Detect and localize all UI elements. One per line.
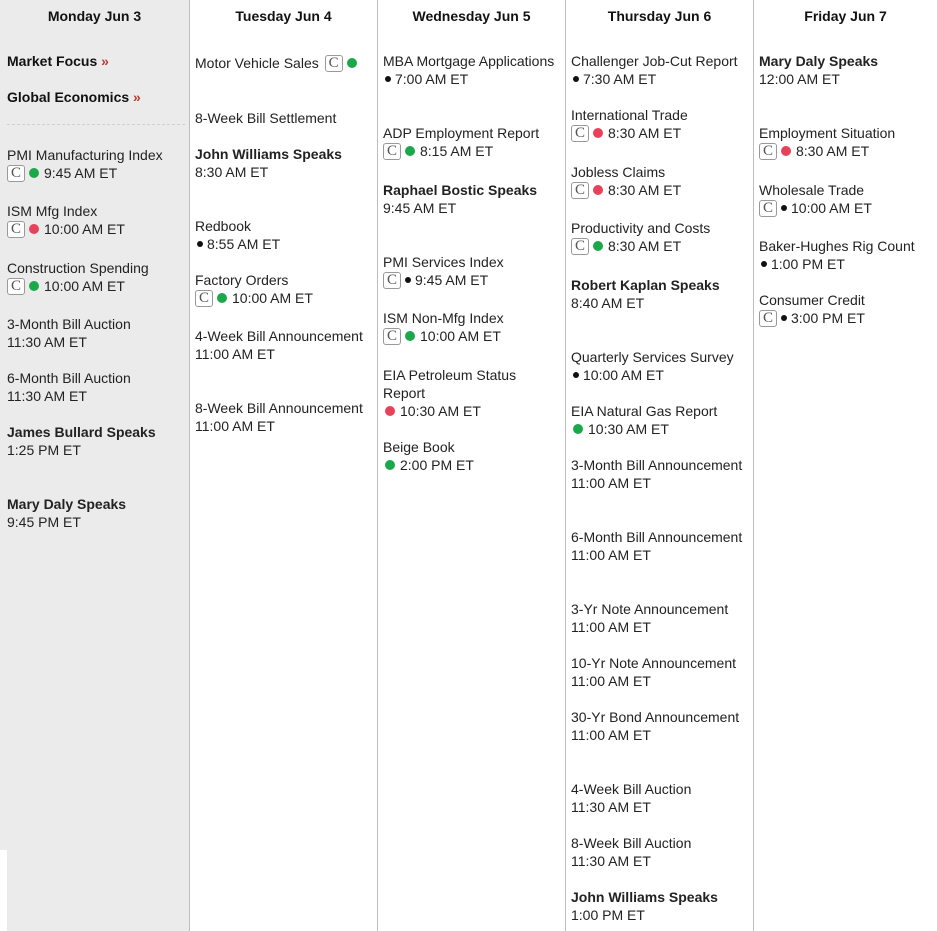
event-time: 2:00 PM ET xyxy=(400,457,474,473)
consensus-icon[interactable]: C xyxy=(7,165,25,182)
black-dot-icon xyxy=(405,277,411,283)
event-name[interactable]: 4-Week Bill Auction xyxy=(571,781,692,797)
event-name[interactable]: Motor Vehicle Sales xyxy=(195,55,319,71)
event-name[interactable]: Construction Spending xyxy=(7,260,149,276)
event-name[interactable]: 6-Month Bill xyxy=(571,529,645,545)
event-item[interactable] xyxy=(383,438,561,474)
event-time: 8:30 AM ET xyxy=(608,182,682,198)
consensus-icon[interactable]: C xyxy=(7,221,25,238)
event-time: 9:45 AM ET xyxy=(415,272,489,288)
event-name[interactable]: Consumer Credit xyxy=(759,292,865,308)
consensus-icon[interactable]: C xyxy=(7,278,25,295)
event-time: 8:30 AM ET xyxy=(796,143,870,159)
event-name[interactable]: International Trade xyxy=(571,107,688,123)
event-time: 1:00 PM ET xyxy=(571,907,645,923)
event-time: 10:00 AM ET xyxy=(44,278,125,294)
event-item[interactable] xyxy=(571,219,749,255)
event-name[interactable]: Quarterly Services Survey xyxy=(571,349,734,365)
event-time: 11:00 AM ET xyxy=(571,547,651,563)
event-name[interactable]: Mary Daly Speaks xyxy=(759,53,879,69)
event-time: 10:30 AM ET xyxy=(588,421,669,437)
event-item[interactable] xyxy=(195,109,373,127)
event-time: 10:00 AM ET xyxy=(232,290,313,306)
consensus-icon[interactable]: C xyxy=(571,125,589,142)
event-item[interactable] xyxy=(571,276,749,312)
event-item[interactable] xyxy=(571,834,749,870)
black-dot-icon xyxy=(573,372,579,378)
event-name[interactable]: Jobless Claims xyxy=(571,164,666,180)
green-dot-icon xyxy=(217,293,227,303)
event-item[interactable] xyxy=(571,348,749,384)
event-time: 8:30 AM ET xyxy=(608,125,682,141)
global-economics-link[interactable]: Global Economics » xyxy=(7,89,141,105)
event-name[interactable]: Factory Orders xyxy=(195,272,289,288)
event-item[interactable] xyxy=(759,291,933,327)
consensus-icon[interactable]: C xyxy=(759,200,777,217)
event-time: 1:00 PM ET xyxy=(771,256,845,272)
event-time: 11:00 AM ET xyxy=(571,673,651,689)
day-column-tuesday xyxy=(189,0,377,931)
event-item[interactable] xyxy=(383,366,561,420)
black-dot-icon xyxy=(573,76,579,82)
event-name[interactable]: Baker-Hughes Rig Count xyxy=(759,238,915,254)
event-time: 11:00 AM ET xyxy=(571,619,651,635)
event-time: 7:30 AM ET xyxy=(583,71,657,87)
consensus-icon[interactable]: C xyxy=(383,328,401,345)
event-name-line2[interactable]: Report xyxy=(383,385,426,401)
event-item[interactable] xyxy=(7,146,185,182)
event-time: 12:00 AM ET xyxy=(759,71,840,87)
red-dot-icon xyxy=(781,146,791,156)
event-name[interactable]: Robert Kaplan Speaks xyxy=(571,277,720,293)
event-time: 11:30 AM ET xyxy=(571,853,651,869)
event-time: 10:30 AM ET xyxy=(400,403,481,419)
event-item[interactable] xyxy=(195,217,373,253)
consensus-icon[interactable]: C xyxy=(759,143,777,160)
event-item[interactable] xyxy=(7,495,185,531)
event-time: 10:00 AM ET xyxy=(420,328,501,344)
event-name-line2[interactable]: Announcement xyxy=(268,328,363,344)
event-item[interactable] xyxy=(383,181,561,217)
event-name-line2[interactable]: Announcement xyxy=(644,709,740,725)
green-dot-icon xyxy=(593,241,603,251)
event-name[interactable]: Raphael Bostic Speaks xyxy=(383,182,538,198)
event-item[interactable] xyxy=(571,888,749,924)
consensus-icon[interactable]: C xyxy=(759,310,777,327)
event-time: 11:00 AM ET xyxy=(571,727,651,743)
event-name[interactable]: Beige Book xyxy=(383,439,455,455)
green-dot-icon xyxy=(29,281,39,291)
day-column-wednesday xyxy=(377,0,565,931)
event-time: 9:45 PM ET xyxy=(7,514,81,530)
event-time: 3:00 PM ET xyxy=(791,310,865,326)
event-time: 11:00 AM ET xyxy=(571,475,651,491)
event-item[interactable] xyxy=(571,654,749,690)
day-header: Wednesday Jun 5 xyxy=(412,8,531,24)
event-time: 7:00 AM ET xyxy=(395,71,469,87)
event-name-line2[interactable]: Announcement xyxy=(648,457,743,473)
event-item[interactable] xyxy=(195,145,373,181)
event-name[interactable]: John Williams Speaks xyxy=(571,889,718,905)
event-name[interactable]: 8-Week Bill Auction xyxy=(571,835,692,851)
event-name[interactable]: 3-Yr Note Announcement xyxy=(571,601,729,617)
event-name[interactable]: 3-Month Bill xyxy=(571,457,645,473)
event-item[interactable] xyxy=(571,163,749,199)
event-item[interactable] xyxy=(571,52,749,88)
event-name[interactable]: ISM Mfg Index xyxy=(7,203,98,219)
green-dot-icon xyxy=(573,424,583,434)
event-name[interactable]: James Bullard Speaks xyxy=(7,424,156,440)
event-item[interactable] xyxy=(571,600,749,636)
black-dot-icon xyxy=(197,241,203,247)
consensus-icon[interactable]: C xyxy=(195,290,213,307)
divider xyxy=(7,124,185,125)
black-dot-icon xyxy=(781,315,787,321)
event-item[interactable] xyxy=(383,124,561,160)
event-time: 11:30 AM ET xyxy=(7,334,87,350)
event-time: 8:30 AM ET xyxy=(608,238,682,254)
green-dot-icon xyxy=(405,146,415,156)
red-dot-icon xyxy=(29,224,39,234)
day-header: Thursday Jun 6 xyxy=(607,8,712,24)
event-time: 9:45 AM ET xyxy=(383,200,457,216)
green-dot-icon xyxy=(347,58,357,68)
event-name[interactable]: Mary Daly Speaks xyxy=(7,496,127,512)
event-name-line2[interactable]: Announcement xyxy=(648,529,743,545)
event-item[interactable] xyxy=(7,315,185,351)
consensus-icon[interactable]: C xyxy=(325,55,343,72)
green-dot-icon xyxy=(385,460,395,470)
event-time: 8:55 AM ET xyxy=(207,236,281,252)
event-time: 11:00 AM ET xyxy=(195,346,275,362)
day-header: Monday Jun 3 xyxy=(47,8,142,24)
event-time: 11:30 AM ET xyxy=(571,799,651,815)
event-time: 11:30 AM ET xyxy=(7,388,87,404)
event-item[interactable] xyxy=(7,259,185,295)
day-header: Friday Jun 7 xyxy=(804,8,887,24)
event-name[interactable]: MBA Mortgage xyxy=(383,53,476,69)
event-name[interactable]: 30-Yr Bond xyxy=(571,709,642,725)
event-name[interactable]: EIA Natural Gas Report xyxy=(571,403,718,419)
event-item[interactable] xyxy=(571,106,749,142)
event-name[interactable]: Employment Situation xyxy=(759,125,896,141)
event-item[interactable] xyxy=(7,369,185,405)
green-dot-icon xyxy=(29,168,39,178)
consensus-icon[interactable]: C xyxy=(571,238,589,255)
black-dot-icon xyxy=(385,76,391,82)
event-name[interactable]: ADP Employment Report xyxy=(383,125,540,141)
event-item[interactable] xyxy=(383,52,561,88)
consensus-icon[interactable]: C xyxy=(383,143,401,160)
event-item[interactable] xyxy=(571,528,749,564)
event-time: 1:25 PM ET xyxy=(7,442,81,458)
event-time: 8:15 AM ET xyxy=(420,143,494,159)
event-time: 10:00 AM ET xyxy=(583,367,664,383)
red-dot-icon xyxy=(593,128,603,138)
event-name[interactable]: 6-Month Bill Auction xyxy=(7,370,131,386)
event-name[interactable]: 10-Yr Note Announcement xyxy=(571,655,736,671)
event-name[interactable]: 8-Week Bill xyxy=(195,400,266,416)
event-item[interactable] xyxy=(571,456,749,492)
event-time: 10:00 AM ET xyxy=(791,200,872,216)
event-time: 8:30 AM ET xyxy=(195,164,269,180)
event-name[interactable]: Redbook xyxy=(195,218,252,234)
market-focus-link[interactable]: Market Focus » xyxy=(7,53,109,69)
event-name[interactable]: PMI Manufacturing Index xyxy=(7,147,163,163)
gap-block xyxy=(0,850,7,931)
event-name[interactable]: John Williams Speaks xyxy=(195,146,342,162)
event-item[interactable] xyxy=(195,271,373,307)
event-time: 8:40 AM ET xyxy=(571,295,645,311)
event-item[interactable] xyxy=(383,253,561,289)
day-column-friday xyxy=(753,0,937,931)
red-dot-icon xyxy=(593,185,603,195)
consensus-icon[interactable]: C xyxy=(383,272,401,289)
day-column-monday xyxy=(0,0,189,931)
event-item[interactable] xyxy=(571,708,749,744)
event-name[interactable]: 8-Week Bill Settlement xyxy=(195,110,337,126)
day-column-thursday xyxy=(565,0,753,931)
event-name-line2[interactable]: Announcement xyxy=(268,400,363,416)
event-name[interactable]: Challenger Job-Cut Report xyxy=(571,53,738,69)
event-name[interactable]: ISM Non-Mfg Index xyxy=(383,310,504,326)
event-item[interactable] xyxy=(195,327,373,363)
event-item[interactable] xyxy=(571,402,749,438)
event-name[interactable]: Productivity and Costs xyxy=(571,220,711,236)
event-name[interactable]: PMI Services Index xyxy=(383,254,504,270)
event-item[interactable] xyxy=(7,202,185,238)
event-name[interactable]: 3-Month Bill Auction xyxy=(7,316,131,332)
event-time: 10:00 AM ET xyxy=(44,221,125,237)
event-item[interactable] xyxy=(195,399,373,435)
event-name[interactable]: 4-Week Bill xyxy=(195,328,266,344)
event-time: 11:00 AM ET xyxy=(195,418,275,434)
event-item[interactable] xyxy=(195,54,373,72)
green-dot-icon xyxy=(405,331,415,341)
day-header: Tuesday Jun 4 xyxy=(235,8,332,24)
event-item[interactable] xyxy=(759,124,933,160)
event-name-line2[interactable]: Applications xyxy=(478,53,555,69)
event-item[interactable] xyxy=(571,780,749,816)
black-dot-icon xyxy=(781,205,787,211)
event-item[interactable] xyxy=(759,181,933,217)
black-dot-icon xyxy=(761,261,767,267)
event-item[interactable] xyxy=(7,423,185,459)
event-item[interactable] xyxy=(383,309,561,345)
consensus-icon[interactable]: C xyxy=(571,182,589,199)
event-item[interactable] xyxy=(759,237,933,273)
event-time: 9:45 AM ET xyxy=(44,165,118,181)
event-name[interactable]: Wholesale Trade xyxy=(759,182,865,198)
event-item[interactable] xyxy=(759,52,933,88)
event-name[interactable]: EIA Petroleum Status xyxy=(383,367,517,383)
red-dot-icon xyxy=(385,406,395,416)
